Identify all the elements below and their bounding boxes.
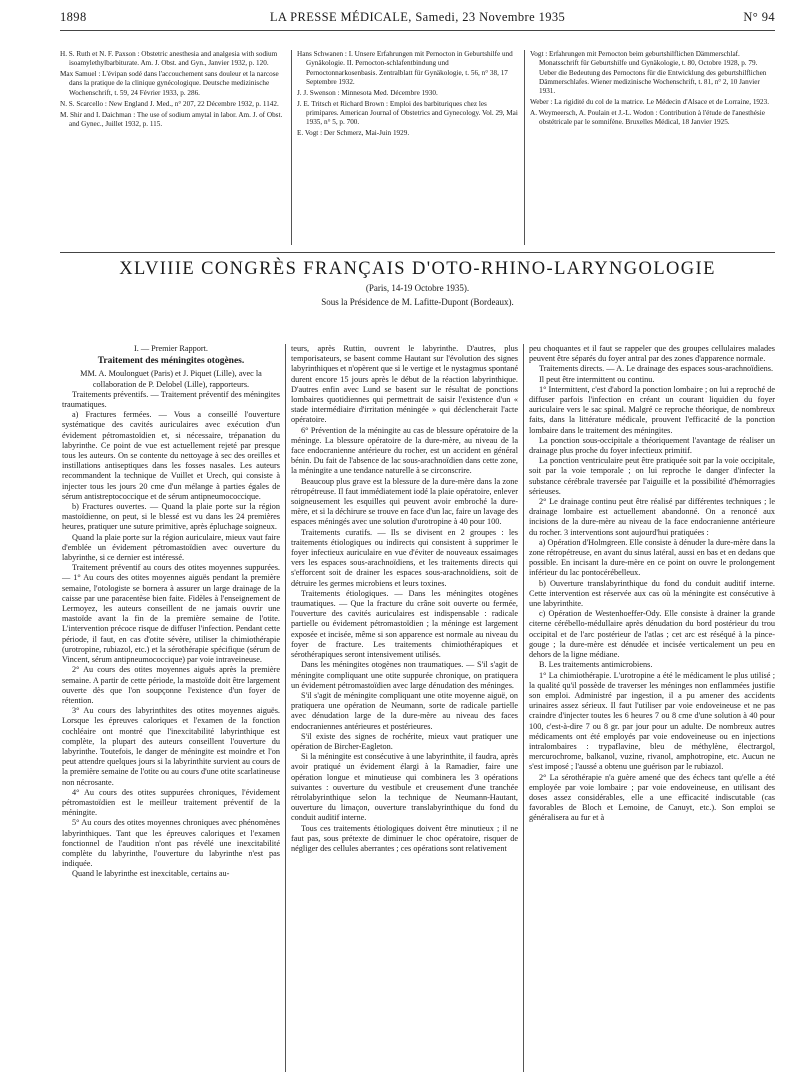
article-paragraph: 1° Intermittent, c'est d'abord la ponction lombaire ; on lui a reproché de diffuser parfois l'infection en créant un courant liquidien du foyer auriculaire vers le sac spinal. Malgré ce reproche théorique, de nombreux faits, dans la littérature médicale, prouvent l'efficacité de la ponction lombaire dans le traitement des méningites. [529,384,775,435]
reference-item: Weber : La rigidité du col de la matrice. Le Médecin d'Alsace et de Lorraine, 1923. [530,98,770,107]
article-paragraph: Dans les méningites otogènes non traumatiques. — S'il s'agit de méningite compliquant une otite suppurée chronique, on pratiquera un évidement pétromastoïdien avec large dénudation des méninges. [291,660,518,690]
article-paragraph: a) Opération d'Holmgreen. Elle consiste à dénuder la dure-mère dans la zone rétropétreuse, en avant du sinus latéral, aussi en bas et en dedans que possible. En incisant la dure-mère en ce point on ouvre le prolongement inférieur du lac pontocérébelleux. [529,537,775,578]
article-paragraph: a) Fractures fermées. — Vous a conseillé l'ouverture systématique des cavités auriculaires avec exécution d'un évidement pétromastoïdien et, si nécessaire, trépanation du labyrinthe. Ce point de vue est actuellement rejeté par presque tous les auteurs. On se contente du nettoyage à sec des oreilles et instillations antiseptiques dans les fosses nasales. Les auteurs recommandent la technique de Vuillet et Urech, qui consiste à injecter tous les jours 20 cme d'un mélange à parties égales de sérum antistreptococcique et de sérum antipneumococcique. [62,410,280,501]
references-col-3 [530,50,775,129]
article-paragraph: 6° Prévention de la méningite au cas de blessure opératoire de la méninge. La blessure opératoire de la dure-mère, au niveau de la face endocranienne antérieure du rocher, est un accident en général bénin. Du fait de l'absence de lac sous-arachnoïdien dans cette zone, la méningite a une tendance naturelle à se circonscrire. [291,425,518,476]
issue-number: N° 94 [743,10,775,24]
reference-item: J. E. Tritsch et Richard Brown : Emploi des barbituriques chez les primipares. American Journal of Obstetrics and Gynecology. Vol. 29, Mai 1935, n° 5, p. 700. [297,99,518,127]
article-paragraph: peu choquantes et il faut se rappeler que des groupes cellulaires malades peuvent être séparés du foyer antral par des zones d'apparence normale. [529,344,775,364]
article-paragraph: S'il existe des signes de rochérite, mieux vaut pratiquer une opération de Bircher-Eagleton. [291,731,518,751]
article-paragraph: Traitement préventif au cours des otites moyennes suppurées. — 1° Au cours des otites moyennes aiguës pendant la première semaine, l'otologiste se bornera à assurer un large drainage de la caisse par une paracentèse bien faite. Fidèles à l'enseignement de Lermoyez, les auteurs conseillent de ne jamais ouvrir une mastoïde avant la fin de la première semaine de l'otite. L'intervention précoce risque de diffuser l'infection. Pendant cette période, il faut, en cas d'otite sévère, utiliser la chimiothérapie (urotropine, rubiazol, etc.) et la sérothérapie spécifique (sérum de Vincent, sérum antipneumococcique) par voie intraveineuse. [62,563,280,665]
reference-item: A. Weymeersch, A. Poulain et J.-L. Wodon : Contribution à l'étude de l'anesthésie obstétricale par le somnifène. Bruxelles Médical, 18 Janvier 1925. [530,108,765,127]
page-header [60,10,775,26]
section-heading: Traitement des méningites otogènes. [97,356,245,367]
article-paragraph: 3° Au cours des labyrinthites des otites moyennes aiguës. Lorsque les épreuves caloriques et l'examen de la fonction cochléaire ont montré que l'inexcitabilité labyrinthique est complète, la plupart des auteurs conseillent l'ouverture du labyrinthe. Toutefois, le danger de méningite est moindre et l'on peut attendre quelques jours si la labyrinthite survient au cours de la première semaine de l'otite ou au cours d'une otite scarlatineuse non nécrosante. [62,706,280,787]
article-paragraph: 2° Le drainage continu peut être réalisé par différentes techniques ; le drainage lombaire est actuellement abandonné. On a renoncé aux incisions de la dure-mère au niveau de la face endocranienne antérieure du rocher. 3 interventions sont aujourd'hui pratiquées : [529,497,775,537]
article-paragraph: Si la méningite est consécutive à une labyrinthite, il faudra, après avoir pratiqué un évidement élargi à la Ramadier, faire une opération longue et minutieuse qui combinera les 3 opérations suivantes : ouverture du vestibule et creusement d'une tranchée rétrolabyrinthique selon la technique de Neumann-Hautant, ouverture du limaçon, ouverture translabyrinthique du fond du conduit auditif interne. [291,752,518,823]
column-rule [524,50,525,245]
column-rule [291,50,292,245]
article-column-1 [62,344,280,880]
page-number: 1898 [60,10,87,24]
article-paragraph: Tous ces traitements étiologiques doivent être minutieux ; il ne faut pas, sous prétexte de diminuer le choc opératoire, risquer de négliger des cellules aberrantes ; ces opérations sont relativement [291,823,518,853]
article-paragraph: 1° La chimiothérapie. L'urotropine a été le médicament le plus utilisé ; la qualité qu'il possède de traverser les méninges non enflammées justifie son emploi. Administré par ingestion, il a pu amener des accidents urinaires assez sérieux. Il faut l'utiliser par voie endoveineuse et ne pas craindre d'injecter toutes les 6 heures 7 ou 8 cme d'une solution à 40 pour 100, c'est-à-dire 7 ou 8 gr. par jour pour un adulte. De nombreux autres médicaments ont été employés par voie endoveineuse ou en injections intralombaires : trypaflavine, bleu de méthylène, électrargol, mercurochrome, balkanol, vuzine, rivanol, amphotropine, etc. Aucun ne s'est imposé ; l'aussé a obtenu une guérison par le rubiazol. [529,670,775,772]
article-paragraph: b) Ouverture translabyrinthique du fond du conduit auditif interne. Cette intervention est réservée aux cas où la méningite est consécutive à une labyrinthite. [529,578,775,609]
article-paragraph: Quand le labyrinthe est inexcitable, certains au- [72,869,230,879]
article-paragraph: Traitements directs. — A. Le drainage des espaces sous-arachnoïdiens. [539,364,774,374]
reference-item: Hans Schwanen : I. Unsere Erfahrungen mit Pernocton in Geburtshilfe und Gynäkologie. II. Pernocton-schlafentbindung und Pernoctonnarkosenbasis. Zentralblatt für Gynäkologie, t. 56, n° 38, 17 Septembre 1932. [297,50,513,86]
references-col-1 [60,50,285,131]
article-column-2 [291,344,518,854]
congress-place: (Paris, 14-19 Octobre 1935). [365,283,470,293]
congress-presidence: Sous la Présidence de M. Lafitte-Dupont (Bordeaux). [321,297,514,307]
article-paragraph: b) Fractures ouvertes. — Quand la plaie porte sur la région mastoïdienne, on peut, si le blessé est vu dans les 24 premières heures, pratiquer une suture primitive, après épluchage soigneux. [62,502,280,532]
section-rule [60,252,775,253]
article-paragraph: Il peut être intermittent ou continu. [539,374,655,384]
article-paragraph: I. — Premier Rapport. [133,344,208,353]
reference-item: N. S. Scarcello : New England J. Med., n° 207, 22 Décembre 1932, p. 1142. [60,99,279,108]
header-rule [60,30,775,31]
article-paragraph: 4° Au cours des otites suppurées chroniques, l'évidement pétromastoïdien est le meilleur traitement préventif de la méningite. [62,787,280,818]
reference-item: J. J. Swenson : Minnesota Med. Décembre 1930. [297,88,438,97]
article-paragraph: Traitements préventifs. — Traitement préventif des méningites traumatiques. [62,389,280,410]
article-paragraph: B. Les traitements antimicrobiens. [539,660,653,670]
article-paragraph: 2° La sérothérapie n'a guère amené que des échecs tant qu'elle a été employée par voie lombaire ; par voie endoveineuse, en utilisant des doses assez considérables, elle a une efficacité indiscutable (cas favorables de Bloch et Lemoine, de Canuyt, etc.). Son emploi se généralisera au fur et à [529,772,775,823]
article-paragraph: teurs, après Ruttin, ouvrent le labyrinthe. D'autres, plus temporisateurs, se basent comme Hautant sur l'évolution des signes labyrinthiques et n'opèrent que si le vertige et le nystagmus spontané durent encore 15 jours après le début de la réaction labyrinthique. D'autres enfin avec Lund se basent sur le résultat de ponctions lombaires quotidiennes qui permettrait de saisir l'existence d'un « stade intermédiaire d'irritation méningée » qui déclencherait l'acte opératoire. [291,344,518,425]
article-column-3 [529,344,775,824]
article-paragraph: Beaucoup plus grave est la blessure de la dure-mère dans la zone rétropétreuse. Il faut immédiatement iodé la plaie opératoire, enlever soigneusement les esquilles qui peuvent avoir embroché la dure-mère, et si la déchirure se trouve en face d'un lac, faire un lavage des espaces méningés avec une solution d'urotropine à 40 pour 100. [291,476,518,527]
article-paragraph: La ponction ventriculaire peut être pratiquée soit par la voie occipitale, soit par la voie temporale ; on lui reproche le danger d'infecter la substance cérébrale traversée par l'aiguille et la possibilité d'hémorragies sérieuses. [529,456,775,496]
journal-running-title: LA PRESSE MÉDICALE, Samedi, 23 Novembre 1935 [269,10,566,24]
article-paragraph: MM. A. Moulonguet (Paris) et J. Piquet (Lille), avec la collaboration de P. Delobel (Lille), rapporteurs. [80,369,262,389]
reference-item: M. Shir and I. Daichman : The use of sodium amytal in labor. Am. J. of Obst. and Gynec., Juillet 1932, p. 115. [60,110,283,128]
article-paragraph: S'il s'agit de méningite compliquant une otite moyenne aiguë, on pratiquera une opération de Neumann, sorte de radicale partielle avec dénudation large de la dure-mère au niveau des faces endocraniennes antérieures et postérieures. [291,690,518,731]
article-paragraph: 5° Au cours des otites moyennes chroniques avec phénomènes labyrinthiques. Tant que les épreuves caloriques et l'examen fonctionnel de l'audition n'ont pas révélé une inexcitabilité complète du labyrinthe, l'ouverture du labyrinthe n'est pas indiquée. [62,818,280,869]
reference-item: Vogt : Erfahrungen mit Pernocton beim geburtshilflichen Dämmerschlaf. Monatsschrift für Geburtshilfe und Gynäkologie, t. 80, Octobre 1928, p. 79. Ueber die Bedeutung des Pernoctons für die Entwicklung des geburtshilflichen Dämmerschlafes. Wiener medizinische Wochenschrift, t. 81, n° 2, 10 Janvier 1931. [530,50,767,96]
reference-item: Max Samuel : L'évipan sodé dans l'accouchement sans douleur et la narcose dans la pratique de la clinique gynécologique. Deutsche medizinische Wochenschrift, t. 59, 24 Février 1933, p. 286. [60,70,279,97]
reference-item: H. S. Ruth et N. F. Paxson : Obstetric anesthesia and analgesia with sodium isoamylethylbarbiturate. Am. J. Obst. and Gyn., Janvier 1932, p. 120. [60,50,278,68]
column-rule [523,344,524,1072]
article-paragraph: Quand la plaie porte sur la région auriculaire, mieux vaut faire d'emblée un évidement pétromastoïdien avec ouverture du labyrinthe, si ce dernier est intéressé. [62,532,280,563]
column-rule [285,344,286,1072]
references-col-2 [297,50,519,140]
article-paragraph: La ponction sous-occipitale a théoriquement l'avantage de réaliser un drainage plus proche du foyer infectieux primitif. [529,435,775,456]
article-paragraph: Traitements étiologiques. — Dans les méningites otogènes traumatiques. — Que la fracture du crâne soit ouverte ou fermée, l'ouverture des cavités auriculaires est indispensable : radicale partielle ou évidement pétromastoïdien ; la méninge est largement exposée et incisée, même si son apparence est normale au niveau du foyer de fracture. Les traitements chimiothérapiques et sérothérapiques seront intensivement utilisés. [291,588,518,660]
article-paragraph: 2° Au cours des otites moyennes aiguës après la première semaine. A partir de cette période, la mastoïde doit être largement ouverte dès que l'on soupçonne l'existence d'un foyer de rétention. [62,665,280,705]
congress-title: XLVIIIE CONGRÈS FRANÇAIS D'OTO-RHINO-LARYNGOLOGIE [119,259,716,279]
article-paragraph: c) Opération de Westenhoeffer-Ody. Elle consiste à drainer la grande citerne cérébello-médullaire après dénudation du bord postérieur du trou occipital et de l'arc postérieur de l'atlas ; cet arc est réséqué à la pince-gouge ; la dure-mère est dénudée et incisée verticalement un peu en dehors de la ligne médiane. [529,609,775,660]
reference-item: E. Vogt : Der Schmerz, Mai-Juin 1929. [297,129,410,138]
article-paragraph: Traitements curatifs. — Ils se divisent en 2 groupes : les traitements étiologiques ou indirects qui consistent à supprimer le foyer infectieux auriculaire en vue d'éviter de nouveaux essaimages vers les espaces sous-arachnoïdiens, et les traitements directs qui s'efforcent soit de drainer les espaces sous-arachnoïdiens, soit de détruire les germes microbiens et leurs toxines. [291,527,518,588]
